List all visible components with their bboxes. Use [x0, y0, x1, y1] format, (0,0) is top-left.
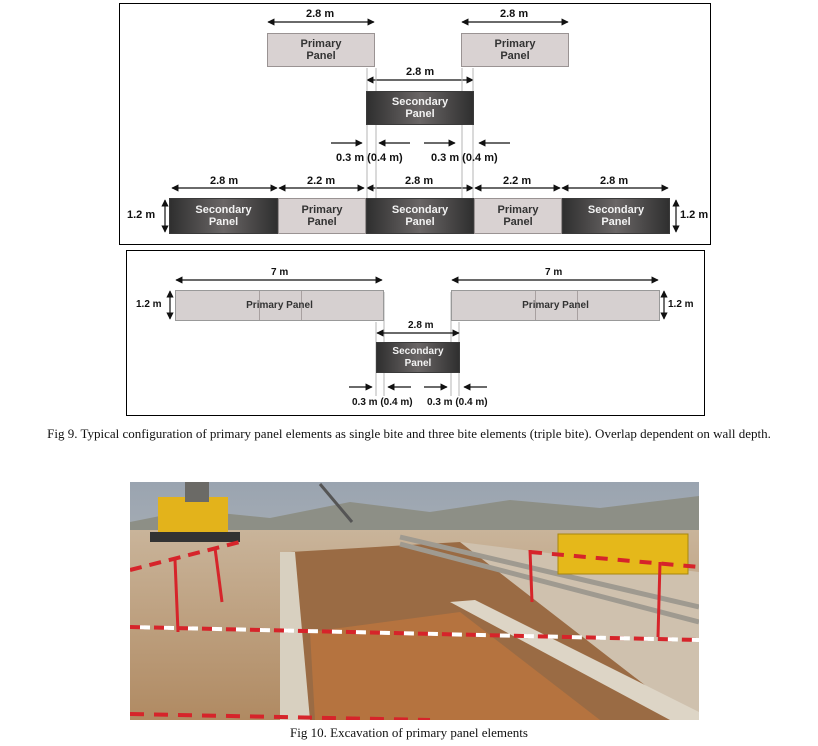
overlap-label-right: 0.3 m (0.4 m)	[431, 152, 498, 164]
primary-panel-7m-right-label: Primary Panel	[522, 299, 589, 311]
primary-panel-7m-left-label: Primary Panel	[246, 299, 313, 311]
row-dim-1: 2.8 m	[210, 175, 239, 187]
primary-panel-right: Primary Panel	[461, 33, 569, 67]
dim-label-right-7m: 7 m	[545, 267, 563, 278]
excavation-photo	[130, 482, 699, 720]
dim-label-left-7m: 7 m	[271, 267, 289, 278]
row-primary-panel-2: Primary Panel	[474, 198, 562, 234]
height-label-bottom-right: 1.2 m	[668, 299, 694, 310]
row-secondary-panel-1: Secondary Panel	[169, 198, 278, 234]
row-dim-2: 2.2 m	[307, 175, 336, 187]
row-secondary-panel-3: Secondary Panel	[562, 198, 670, 234]
fig9-caption: Fig 9. Typical configuration of primary panel elements as single bite and three bite elements (triple bite). Overlap dependent on wall depth.	[47, 426, 771, 441]
dim-label-bottom-secondary: 2.8 m	[408, 320, 434, 331]
dim-label-left-primary: 2.8 m	[306, 8, 335, 20]
row-dim-4: 2.2 m	[503, 175, 532, 187]
fig10-caption: Fig 10. Excavation of primary panel elements	[290, 725, 528, 740]
primary-panel-left: Primary Panel	[267, 33, 375, 67]
dim-label-secondary: 2.8 m	[406, 66, 435, 78]
overlap-label-bottom-right: 0.3 m (0.4 m)	[427, 397, 488, 408]
height-label-left: 1.2 m	[127, 209, 156, 221]
row-primary-panel-1: Primary Panel	[278, 198, 366, 234]
secondary-panel-bottom: Secondary Panel	[376, 342, 460, 373]
secondary-panel-middle: Secondary Panel	[366, 91, 474, 125]
dim-label-right-primary: 2.8 m	[500, 8, 529, 20]
overlap-label-left: 0.3 m (0.4 m)	[336, 152, 403, 164]
overlap-label-bottom-left: 0.3 m (0.4 m)	[352, 397, 413, 408]
height-label-bottom-left: 1.2 m	[136, 299, 162, 310]
primary-panel-7m-right	[451, 290, 660, 321]
row-dim-5: 2.8 m	[600, 175, 629, 187]
height-label-right: 1.2 m	[680, 209, 709, 221]
row-secondary-panel-2: Secondary Panel	[366, 198, 474, 234]
row-dim-3: 2.8 m	[405, 175, 434, 187]
primary-panel-7m-left	[175, 290, 384, 321]
